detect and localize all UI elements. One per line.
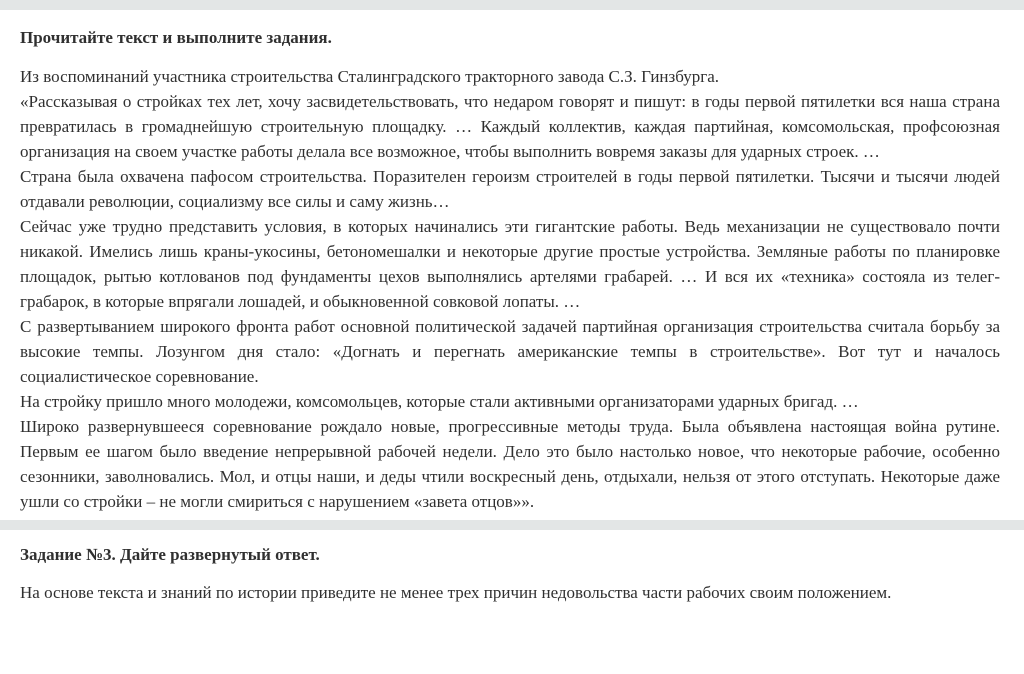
passage-paragraph: Сейчас уже трудно представить условия, в которых начинались эти гигантские работы. Ведь механизации не существовало почти никакой. Имелись лишь краны-укосины, бетономешалки и некоторые другие простые устройства. Земляные работы по планировке площадок, рытью котлованов под фундаменты цехов выполнялись артелями грабарей. … И вся их «техника» состояла из телег-грабарок, в которые впрягали лошадей, и обыкновенной совковой лопаты. … <box>20 217 1000 311</box>
top-divider <box>0 0 1024 10</box>
task-section <box>0 530 1024 605</box>
passage-paragraph: Из воспоминаний участника строительства Сталинградского тракторного завода С.З. Гинзбурга. <box>20 67 720 86</box>
passage-section <box>0 10 1024 520</box>
passage-paragraph: «Рассказывая о стройках тех лет, хочу засвидетельствовать, что недаром говорят и пишут: в годы первой пятилетки вся наша страна превратилась в громаднейшую строительную площадку. … Каждый коллектив, каждая партийная, комсомольская, профсоюзная организация на своем участке работы делала все возможное, чтобы выполнить вовремя заказы для ударных строек. … <box>20 92 1000 161</box>
section-divider <box>0 520 1024 530</box>
task-heading: Задание №3. Дайте развернутый ответ. <box>20 545 320 564</box>
task-question: На основе текста и знаний по истории приведите не менее трех причин недовольства части рабочих своим положением. <box>20 583 892 602</box>
passage-text <box>20 64 1000 514</box>
passage-paragraph: Широко развернувшееся соревнование рождало новые, прогрессивные методы труда. Была объявлена настоящая война рутине. Первым ее шагом было введение непрерывной рабочей недели. Дело это было настолько новое, что некоторые рабочие, особенно сезонники, заволновались. Мол, и отцы наши, и деды чтили воскресный день, отдыхали, нельзя от этого отступать. Некоторые даже ушли со стройки – не могли смириться с нарушением «завета отцов»». <box>20 417 1000 511</box>
passage-paragraph: Страна была охвачена пафосом строительства. Поразителен героизм строителей в годы первой пятилетки. Тысячи и тысячи людей отдавали революции, социализму все силы и саму жизнь… <box>20 167 1000 211</box>
passage-paragraph: На стройку пришло много молодежи, комсомольцев, которые стали активными организаторами ударных бригад. … <box>20 392 859 411</box>
passage-paragraph: С развертыванием широкого фронта работ основной политической задачей партийная организация строительства считала борьбу за высокие темпы. Лозунгом дня стало: «Догнать и перегнать американские темпы в строительстве». Вот тут и началось социалистическое соревнование. <box>20 317 1000 386</box>
passage-heading: Прочитайте текст и выполните задания. <box>20 28 332 47</box>
